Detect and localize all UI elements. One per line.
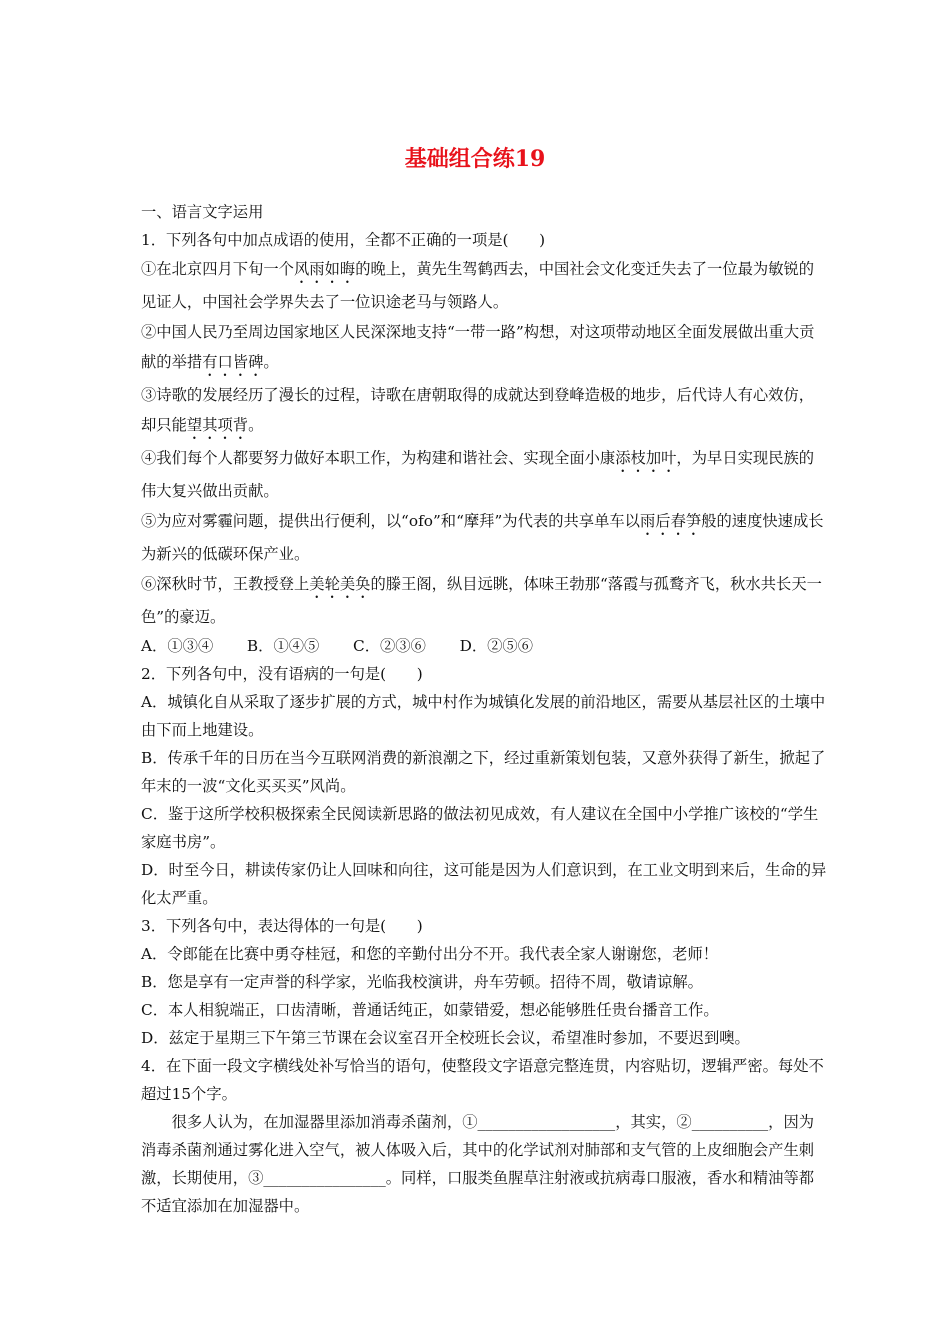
question-3-option-d: D．兹定于星期三下午第三节课在会议室召开全校班长会议，希望准时参加，不要迟到噢。 [141,1029,750,1047]
question-2-option-c: C．鉴于这所学校积极探索全民阅读新思路的做法初见成效，有人建议在全国中小学推广该校的“学生家庭书房”。 [141,805,819,851]
question-1-sentence-1: ①在北京四月下旬一个风雨如晦的晚上，黄先生驾鹤西去，中国社会文化变迁失去了一位最为敏锐的见证人，中国社会学界失去了一位识途老马与领路人。 [141,260,815,311]
question-3-option-b: B．您是享有一定声誉的科学家，光临我校演讲，舟车劳顿。招待不周，敬请谅解。 [141,973,703,991]
question-1-sentence-4: ④我们每个人都要努力做好本职工作，为构建和谐社会、实现全面小康添枝加叶，为早日实现民族的伟大复兴做出贡献。 [141,449,815,500]
dotted-idiom: 有口皆碑 [202,353,264,371]
dotted-idiom: 美轮美奂 [309,575,371,593]
document-body [141,198,827,1220]
option-d: D．②⑤⑥ [459,637,534,655]
option-a: A．①③④ [141,637,214,655]
dotted-idiom: 风雨如晦 [293,260,356,278]
question-2-stem: 2．下列各句中，没有语病的一句是( ) [141,665,423,683]
option-c: C．②③⑥ [353,637,426,655]
question-1-sentence-5: ⑤为应对雾霾问题，提供出行便利，以“ofo”和“摩拜”为代表的共享单车以雨后春笋般的速度快速成长为新兴的低碳环保产业。 [141,512,824,563]
question-1-stem: 1．下列各句中加点成语的使用，全都不正确的一项是( ) [141,231,546,249]
question-2-option-a: A．城镇化自从采取了逐步扩展的方式，城中村作为城镇化发展的前沿地区，需要从基层社区的土壤中由下而上地建设。 [141,693,826,739]
question-1-sentence-3: ③诗歌的发展经历了漫长的过程，诗歌在唐朝取得的成就达到登峰造极的地步，后代诗人有心效仿，却只能望其项背。 [141,386,815,434]
question-1-options [141,632,827,660]
dotted-idiom: 添枝加叶 [615,449,677,467]
question-3-stem: 3．下列各句中，表达得体的一句是( ) [141,917,423,935]
question-2-option-b: B．传承千年的日历在当今互联网消费的新浪潮之下，经过重新策划包装，又意外获得了新生，掀起了年末的一波“文化买买买”风尚。 [141,749,826,795]
page-title: 基础组合练19 [404,146,546,172]
question-4-stem: 4．在下面一段文字横线处补写恰当的语句，使整段文字语意完整连贯，内容贴切，逻辑严密。每处不超过15个字。 [141,1057,824,1103]
dotted-idiom: 雨后春笋 [639,512,702,530]
section-heading: 一、语言文字运用 [141,203,264,221]
question-1-sentence-6: ⑥深秋时节，王教授登上美轮美奂的滕王阁，纵目远眺，体味王勃那“落霞与孤鹜齐飞，秋水共长天一色”的豪迈。 [141,575,822,626]
dotted-idiom: 望其项背 [186,416,249,434]
question-2-option-d: D．时至今日，耕读传家仍让人回味和向往，这可能是因为人们意识到，在工业文明到来后，生命的异化太严重。 [141,861,827,907]
option-b: B．①④⑤ [246,637,320,655]
question-4-passage: 很多人认为，在加湿器里添加消毒杀菌剂，①__________________，其实，②__________，因为消毒杀菌剂通过雾化进入空气，被人体吸入后，其中的化学试剂对肺部和支气管的上皮细胞会产生刺激，长期使用，③________________。同样，口服类鱼腥草注射液或抗病毒口服液，香水和精油等都不适宜添加在加湿器中。 [141,1113,815,1215]
question-3-option-c: C．本人相貌端正，口齿清晰，普通话纯正，如蒙错爱，想必能够胜任贵台播音工作。 [141,1001,719,1019]
question-3-option-a: A．令郎能在比赛中勇夺桂冠，和您的辛勤付出分不开。我代表全家人谢谢您，老师！ [141,945,719,963]
question-1-sentence-2: ②中国人民乃至周边国家地区人民深深地支持“一带一路”构想，对这项带动地区全面发展做出重大贡献的举措有口皆碑。 [141,323,815,371]
